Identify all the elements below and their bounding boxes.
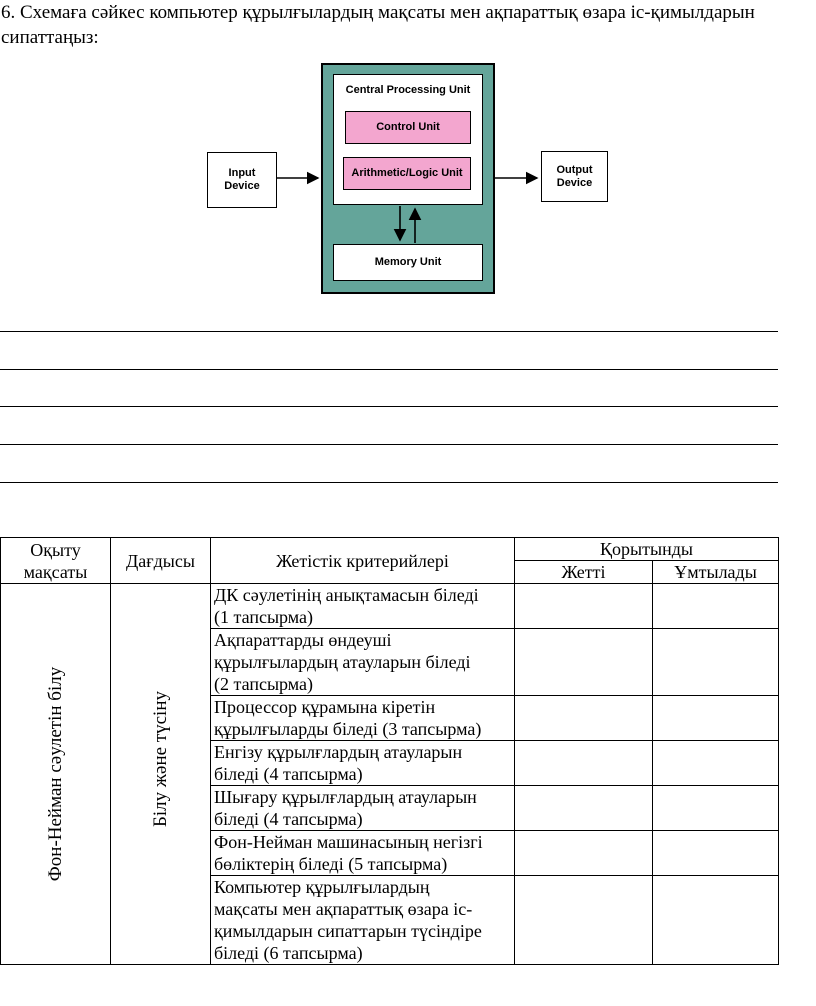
criteria-text: мақсаты мен ақпараттық өзара іс- (214, 899, 473, 919)
achieved-checkbox-cell[interactable] (515, 696, 653, 741)
input-device-label-2: Device (224, 180, 260, 192)
criteria-cell (211, 831, 515, 876)
criteria-text: Процессор құрамына кіретін (214, 697, 436, 717)
header-striving: Ұмтылады (653, 561, 779, 584)
diagram-arrows (0, 0, 816, 300)
task-line-2: сипаттаңыз: (1, 27, 99, 48)
cpu-title: Central Processing Unit (345, 84, 471, 96)
criteria-cell (211, 741, 515, 786)
header-criteria: Жетістік критерийлері (211, 538, 515, 584)
header-skill: Дағдысы (111, 538, 211, 584)
header-goal-line-1: Оқыту (30, 539, 81, 560)
criteria-text: біледі (6 тапсырма) (214, 943, 363, 963)
striving-checkbox-cell[interactable] (653, 696, 779, 741)
achieved-checkbox-cell[interactable] (515, 629, 653, 696)
criteria-text: біледі (4 тапсырма) (214, 809, 363, 829)
achieved-checkbox-cell[interactable] (515, 584, 653, 629)
control-unit-label: Control Unit (376, 121, 440, 133)
assessment-table (0, 537, 779, 965)
criteria-text: (2 тапсырма) (214, 674, 314, 694)
criteria-cell (211, 696, 515, 741)
alu-label: Arithmetic/Logic Unit (351, 167, 463, 179)
striving-checkbox-cell[interactable] (653, 741, 779, 786)
criteria-cell (211, 629, 515, 696)
criteria-text: құрылғыларды біледі (3 тапсырма) (214, 719, 482, 739)
skill-cell (111, 584, 211, 965)
criteria-cell (211, 584, 515, 629)
achieved-checkbox-cell[interactable] (515, 876, 653, 965)
table-row (1, 584, 779, 629)
goal-cell (1, 584, 111, 965)
von-neumann-diagram (0, 0, 816, 300)
achieved-checkbox-cell[interactable] (515, 831, 653, 876)
criteria-text: қимылдарын сипаттарын түсіндіре (214, 921, 482, 941)
task-line-1: 6. Схемаға сәйкес компьютер құрылғылардың мақсаты мен ақпараттық өзара іс-қимылдарын (1, 2, 755, 23)
header-goal-line-2: мақсаты (23, 561, 88, 582)
input-device-label-1: Input (228, 167, 256, 179)
striving-checkbox-cell[interactable] (653, 786, 779, 831)
header-achieved: Жетті (515, 561, 653, 584)
striving-checkbox-cell[interactable] (653, 584, 779, 629)
striving-checkbox-cell[interactable] (653, 876, 779, 965)
output-device-label-1: Output (556, 163, 593, 176)
memory-unit-label: Memory Unit (374, 256, 442, 268)
criteria-text: құрылғылардың атауларын біледі (214, 652, 471, 672)
criteria-text: Ақпараттарды өндеуші (214, 630, 392, 650)
criteria-cell (211, 786, 515, 831)
criteria-text: Фон-Нейман машинасының негізгі (214, 832, 483, 852)
criteria-text: Компьютер құрылғылардың (214, 877, 430, 897)
criteria-text: бөліктерің біледі (5 тапсырма) (214, 854, 448, 874)
achieved-checkbox-cell[interactable] (515, 741, 653, 786)
criteria-text: Шығару құрылғлардың атауларын (214, 787, 477, 807)
achieved-checkbox-cell[interactable] (515, 786, 653, 831)
header-result: Қорытынды (515, 538, 779, 561)
criteria-text: ДК сәулетінің анықтамасын біледі (214, 585, 479, 605)
criteria-text: біледі (4 тапсырма) (214, 764, 363, 784)
criteria-text: Енгізу құрылғлардың атауларын (214, 742, 463, 762)
striving-checkbox-cell[interactable] (653, 831, 779, 876)
criteria-cell (211, 876, 515, 965)
answer-line[interactable] (0, 406, 778, 407)
answer-line[interactable] (0, 369, 778, 370)
answer-line[interactable] (0, 444, 778, 445)
output-device-label-2: Device (556, 176, 593, 189)
goal-text: Фон-Нейман сәулетін білу (44, 666, 66, 882)
striving-checkbox-cell[interactable] (653, 629, 779, 696)
header-goal (1, 538, 111, 584)
criteria-text: (1 тапсырма) (214, 607, 314, 627)
skill-text: Білу және түсіну (149, 690, 171, 827)
answer-line[interactable] (0, 482, 778, 483)
answer-line[interactable] (0, 331, 778, 332)
